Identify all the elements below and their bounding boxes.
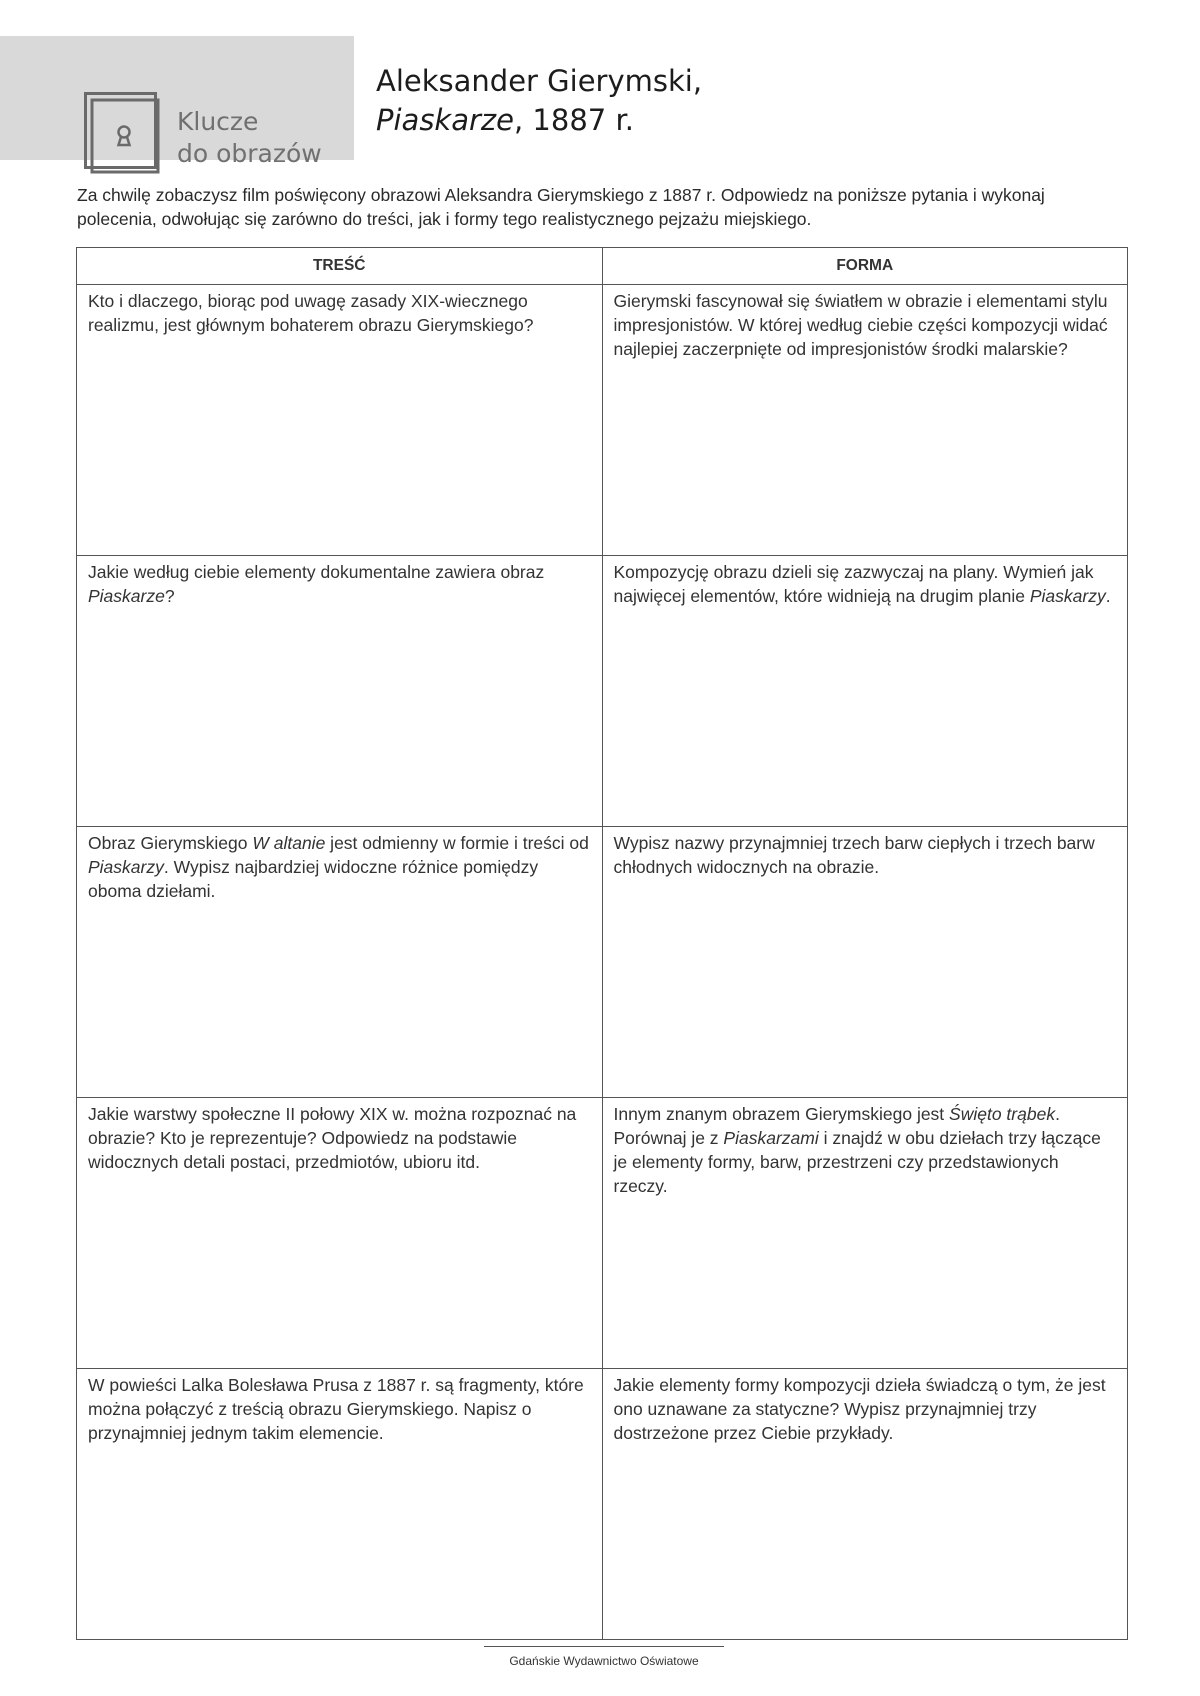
brand-name <box>177 106 322 170</box>
cell-text: Innym znanym obrazem Gierymskiego jest <box>613 1104 950 1124</box>
cell-text: . Wypisz najbardziej widoczne różnice pomiędzy oboma dziełami. <box>88 857 539 901</box>
header-forma: FORMA <box>602 248 1128 285</box>
cell-text: Jakie warstwy społeczne II połowy XIX w. można rozpoznać na obrazie? Kto je reprezentuje? Odpowiedz na podstawie widocznych detali postaci, przedmiotów, ubioru itd. <box>88 1104 577 1172</box>
header-row <box>77 248 1128 285</box>
cell-text: i znajdź w obu dziełach trzy łączące je elementy formy, barw, przestrzeni czy przedstawionych rzeczy. <box>613 1128 1101 1196</box>
cell-italic: Piaskarzy <box>1029 586 1106 606</box>
brand-line2: do obrazów <box>177 139 322 168</box>
cell-italic: W altanie <box>252 833 326 853</box>
brand-box <box>0 36 354 168</box>
publisher-footer: Gdańskie Wydawnictwo Oświatowe <box>509 1654 699 1668</box>
title-italic: Piaskarze <box>376 103 514 137</box>
forma-cell[interactable] <box>602 1369 1128 1640</box>
intro-line1: Za chwilę zobaczysz film poświęcony obrazowi Aleksandra Gierymskiego z 1887 r. Odpowiedz na poniższe pytania i wykonaj <box>77 185 1045 205</box>
forma-cell[interactable] <box>602 1098 1128 1369</box>
intro-paragraph <box>77 183 1127 231</box>
table-row <box>77 827 1128 1098</box>
title-rest: , 1887 r. <box>513 103 634 137</box>
title-line2 <box>376 101 702 140</box>
table-row <box>77 285 1128 556</box>
worksheet-table <box>76 247 1128 1640</box>
forma-cell[interactable] <box>602 556 1128 827</box>
tresc-cell[interactable] <box>77 556 603 827</box>
cell-text: ? <box>164 586 175 606</box>
cell-text: Jakie elementy formy kompozycji dzieła świadczą o tym, że jest ono uznawane za statyczne? Wypisz przynajmniej trzy dostrzeżone przez Ciebie przykłady. <box>613 1375 1106 1443</box>
table-row <box>77 1369 1128 1640</box>
cell-text: Gierymski fascynował się światłem w obrazie i elementami stylu impresjonistów. W której według ciebie części kompozycji widać najlepiej zaczerpnięte od impresjonistów środki malarskie? <box>613 291 1108 359</box>
table-row <box>77 1098 1128 1369</box>
brand-line1: Klucze <box>177 107 259 136</box>
cell-italic: Piaskarzami <box>723 1128 819 1148</box>
cell-text: Kompozycję obrazu dzieli się zazwyczaj na plany. Wymień jak najwięcej elementów, które widnieją na drugim planie <box>613 562 1094 606</box>
forma-cell[interactable] <box>602 285 1128 556</box>
keyhole-frame-icon <box>84 92 160 174</box>
cell-text: Jakie według ciebie elementy dokumentalne zawiera obraz <box>88 562 545 582</box>
cell-text: . <box>1105 586 1111 606</box>
cell-text: Obraz Gierymskiego <box>88 833 253 853</box>
cell-italic: Piaskarze <box>88 586 165 606</box>
cell-italic: Święto trąbek <box>949 1104 1056 1124</box>
tresc-cell[interactable] <box>77 827 603 1098</box>
cell-italic: Piaskarzy <box>88 857 164 877</box>
forma-cell[interactable] <box>602 827 1128 1098</box>
header-tresc: TREŚĆ <box>77 248 603 285</box>
cell-text: Kto i dlaczego, biorąc pod uwagę zasady XIX-wiecznego realizmu, jest głównym bohaterem obrazu Gierymskiego? <box>88 291 534 335</box>
tresc-cell[interactable] <box>77 285 603 556</box>
footer-divider <box>484 1646 724 1647</box>
cell-text: W powieści Lalka Bolesława Prusa z 1887 r. są fragmenty, które można połączyć z treścią obrazu Gierymskiego. Napisz o przynajmniej jednym takim elemencie. <box>88 1375 584 1443</box>
intro-line2: polecenia, odwołując się zarówno do treści, jak i formy tego realistycznego pejzażu miejskiego. <box>77 209 812 229</box>
cell-text: Wypisz nazwy przynajmniej trzech barw ciepłych i trzech barw chłodnych widocznych na obrazie. <box>613 833 1095 877</box>
cell-text: jest odmienny w formie i treści od <box>325 833 589 853</box>
table-row <box>77 556 1128 827</box>
cell-text: . Porównaj je z <box>613 1104 1060 1148</box>
page-title <box>376 62 702 140</box>
tresc-cell[interactable] <box>77 1369 603 1640</box>
title-line1: Aleksander Gierymski, <box>376 64 703 98</box>
tresc-cell[interactable] <box>77 1098 603 1369</box>
